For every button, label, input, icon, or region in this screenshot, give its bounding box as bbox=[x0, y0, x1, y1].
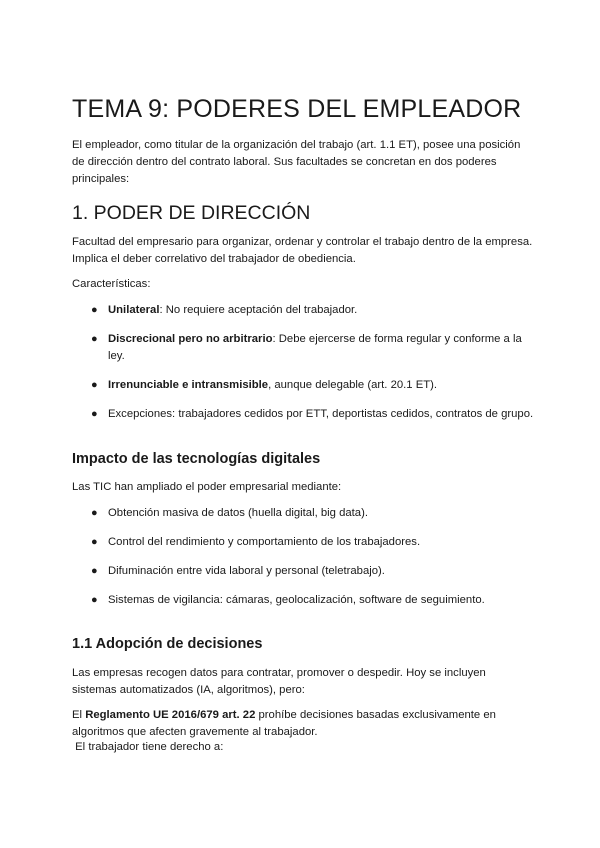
feature-text: , aunque delegable (art. 20.1 ET). bbox=[268, 379, 438, 391]
bullet-icon: ● bbox=[91, 594, 98, 606]
reg-text: prohíbe decisiones basadas exclusivamente en algoritmos que afecten gravemente al trabajador. bbox=[72, 709, 496, 738]
list-item bbox=[72, 377, 528, 394]
list-item bbox=[72, 534, 528, 551]
rights-line: El trabajador tiene derecho a: bbox=[72, 741, 224, 753]
page-title: TEMA 9: PODERES DEL EMPLEADOR bbox=[72, 95, 522, 123]
bullet-icon: ● bbox=[91, 304, 98, 316]
section-1-1-paragraph: Las empresas recogen datos para contratar, promover o despedir. Hoy se incluyen sistemas automatizados (IA, algoritmos), pero: bbox=[72, 667, 486, 696]
digital-item-text: Difuminación entre vida laboral y personal (teletrabajo). bbox=[108, 565, 385, 577]
bullet-icon: ● bbox=[91, 379, 98, 391]
feature-bold: Discrecional pero no arbitrario bbox=[108, 333, 273, 345]
feature-text: Excepciones: trabajadores cedidos por ETT, deportistas cedidos, contratos de grupo. bbox=[108, 408, 534, 420]
list-item bbox=[72, 592, 548, 609]
digital-item-text: Control del rendimiento y comportamiento de los trabajadores. bbox=[108, 536, 421, 548]
regulation-paragraph bbox=[72, 707, 522, 741]
digital-heading: Impacto de las tecnologías digitales bbox=[72, 451, 321, 467]
feature-bold: Irrenunciable e intransmisible bbox=[108, 379, 269, 391]
digital-paragraph: Las TIC han ampliado el poder empresarial mediante: bbox=[72, 481, 342, 493]
intro-paragraph: El empleador, como titular de la organización del trabajo (art. 1.1 ET), posee una posición de dirección dentro del contrato laboral. Sus facultades se concretan en dos poderes principales: bbox=[72, 139, 521, 185]
features-label: Características: bbox=[72, 278, 151, 290]
list-item bbox=[72, 331, 528, 365]
list-item bbox=[72, 302, 528, 319]
section-1-heading: 1. PODER DE DIRECCIÓN bbox=[72, 202, 311, 224]
features-list bbox=[72, 302, 548, 423]
feature-bold: Unilateral bbox=[108, 304, 160, 316]
digital-list bbox=[72, 505, 548, 609]
list-item bbox=[72, 406, 548, 423]
bullet-icon: ● bbox=[91, 333, 98, 345]
digital-item-text: Obtención masiva de datos (huella digital, big data). bbox=[108, 507, 368, 519]
feature-text: : No requiere aceptación del trabajador. bbox=[159, 304, 358, 316]
reg-prefix: El bbox=[72, 709, 86, 721]
bullet-icon: ● bbox=[91, 536, 98, 548]
section-1-paragraph: Facultad del empresario para organizar, ordenar y controlar el trabajo dentro de la empresa. Implica el deber correlativo del trabajador de obediencia. bbox=[72, 236, 533, 265]
list-item bbox=[72, 505, 528, 522]
bullet-icon: ● bbox=[91, 507, 98, 519]
section-1-1-heading: 1.1 Adopción de decisiones bbox=[72, 636, 263, 652]
digital-item-text: Sistemas de vigilancia: cámaras, geolocalización, software de seguimiento. bbox=[108, 594, 485, 606]
list-item bbox=[72, 563, 528, 580]
feature-text: : Debe ejercerse de forma regular y conforme a la ley. bbox=[108, 333, 522, 362]
bullet-icon: ● bbox=[91, 565, 98, 577]
reg-bold: Reglamento UE 2016/679 art. 22 bbox=[85, 709, 256, 721]
bullet-icon: ● bbox=[91, 408, 98, 420]
